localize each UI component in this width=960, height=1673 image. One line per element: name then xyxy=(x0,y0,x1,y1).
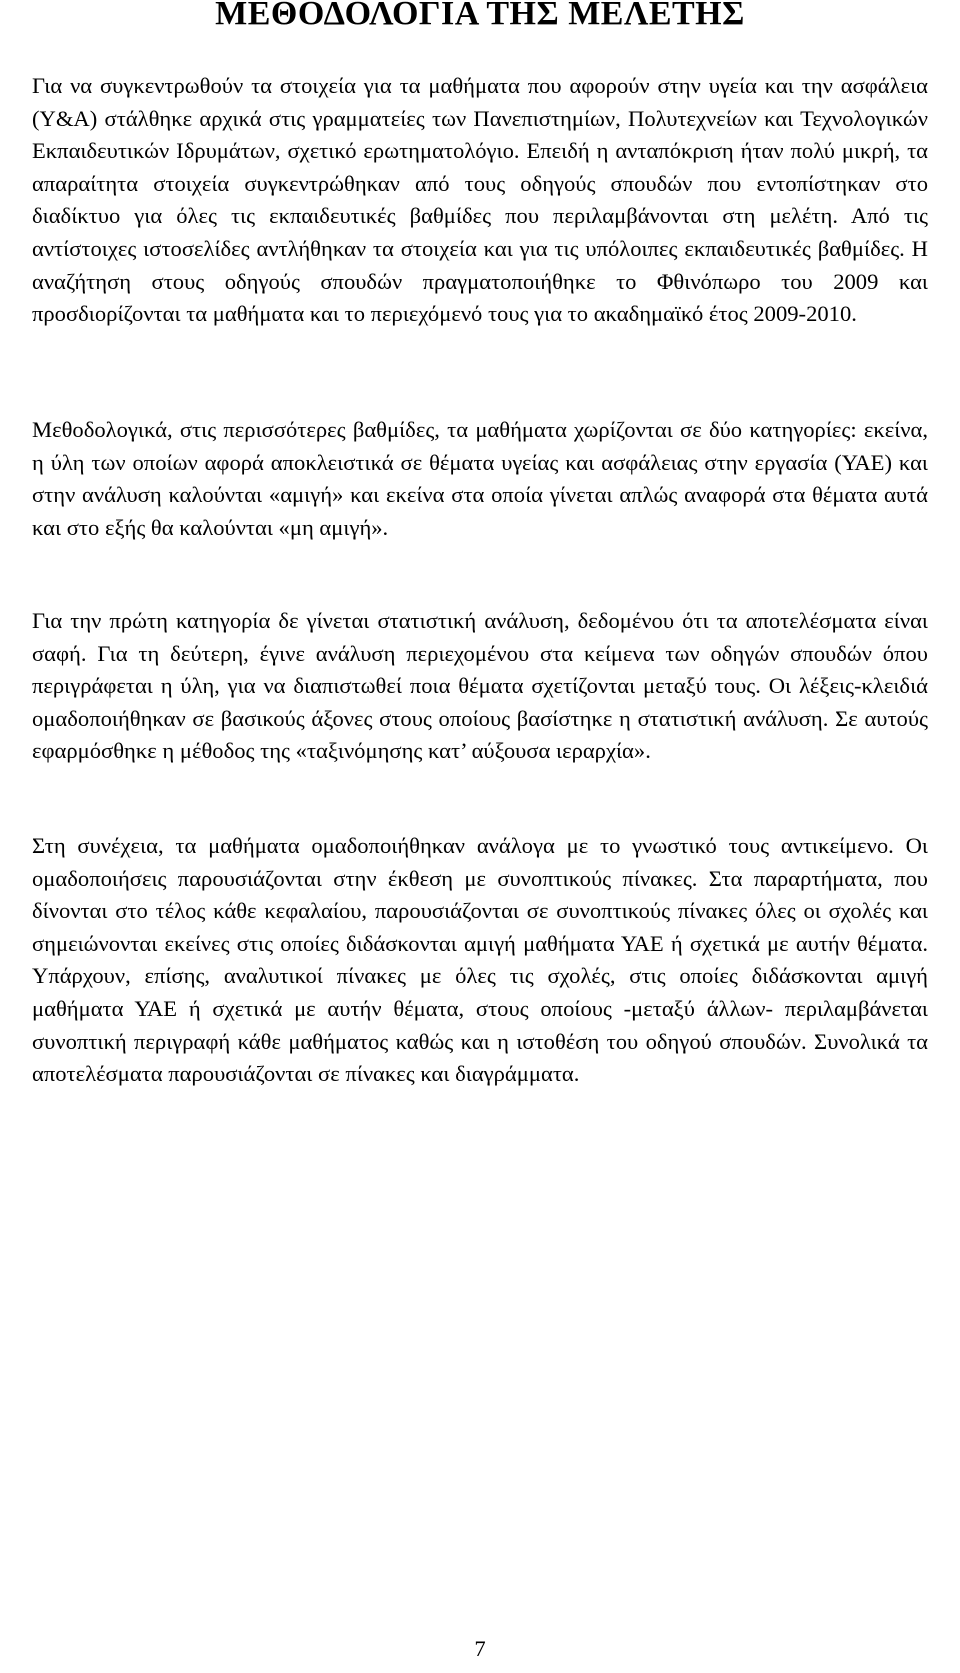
page-title: ΜΕΘΟΔΟΛΟΓΙΑ ΤΗΣ ΜΕΛΕΤΗΣ xyxy=(215,0,745,32)
page-number: 7 xyxy=(474,1636,486,1661)
paragraph-methodology-categories: Μεθοδολογικά, στις περισσότερες βαθμίδες, τα μαθήματα χωρίζονται σε δύο κατηγορίες: εκείνα, η ύλη των οποίων αφορά αποκλειστικά σε θέματα υγείας και ασφάλειας στην εργασία (ΥΑΕ) και στην ανάλυση καλούνται «αμιγή» και εκείνα στα οποία γίνεται απλώς αναφορά στα θέματα αυτά και στο εξής θα καλούνται «μη αμιγή». xyxy=(32,417,928,540)
paragraph-grouping-results: Στη συνέχεια, τα μαθήματα ομαδοποιήθηκαν ανάλογα με το γνωστικό τους αντικείμενο. Οι ομαδοποιήσεις παρουσιάζονται στην έκθεση με συνοπτικούς πίνακες. Στα παραρτήματα, που δίνονται στο τέλος κάθε κεφαλαίου, παρουσιάζονται σε συνοπτικούς πίνακες όλες οι σχολές και σημειώνονται εκείνες στις οποίες διδάσκονται αμιγή μαθήματα ΥΑΕ ή σχετικά με αυτήν θέματα. Υπάρχουν, επίσης, αναλυτικοί πίνακες με όλες τις σχολές, στις οποίες διδάσκονται αμιγή μαθήματα ΥΑΕ ή σχετικά με αυτήν θέματα, στους οποίους -μεταξύ άλλων- περιλαμβάνεται συνοπτική περιγραφή κάθε μαθήματος καθώς και η ιστοθέση του οδηγού σπουδών. Συνολικά τα αποτελέσματα παρουσιάζονται σε πίνακες και διαγράμματα. xyxy=(32,833,928,1087)
paragraph-data-collection: Για να συγκεντρωθούν τα στοιχεία για τα μαθήματα που αφορούν στην υγεία και την ασφάλεια (Υ&Α) στάλθηκε αρχικά στις γραμματείες των Πανεπιστημίων, Πολυτεχνείων και Τεχνολογικών Εκπαιδευτικών Ιδρυμάτων, σχετικό ερωτηματολόγιο. Επειδή η ανταπόκριση ήταν πολύ μικρή, τα απαραίτητα στοιχεία συγκεντρώθηκαν από τους οδηγούς σπουδών που εντοπίστηκαν στο διαδίκτυο για όλες τις εκπαιδευτικές βαθμίδες που περιλαμβάνονται στη μελέτη. Από τις αντίστοιχες ιστοσελίδες αντλήθηκαν τα στοιχεία και για τις υπόλοιπες εκπαιδευτικές βαθμίδες. Η αναζήτηση στους οδηγούς σπουδών πραγματοποιήθηκε το Φθινόπωρο του 2009 και προσδιορίζονται τα μαθήματα και το περιεχόμενό τους για το ακαδημαϊκό έτος 2009-2010. xyxy=(32,73,928,327)
paragraph-statistical-analysis: Για την πρώτη κατηγορία δε γίνεται στατιστική ανάλυση, δεδομένου ότι τα αποτελέσματα είναι σαφή. Για τη δεύτερη, έγινε ανάλυση περιεχομένου στα κείμενα των οδηγών σπουδών όπου περιγράφεται η ύλη, για να διαπιστωθεί ποια θέματα σχετίζονται μεταξύ τους. Οι λέξεις-κλειδιά ομαδοποιήθηκαν σε βασικούς άξονες στους οποίους βασίστηκε η στατιστική ανάλυση. Σε αυτούς εφαρμόσθηκε η μέθοδος της «ταξινόμησης κατ’ αύξουσα ιεραρχία». xyxy=(32,608,928,764)
